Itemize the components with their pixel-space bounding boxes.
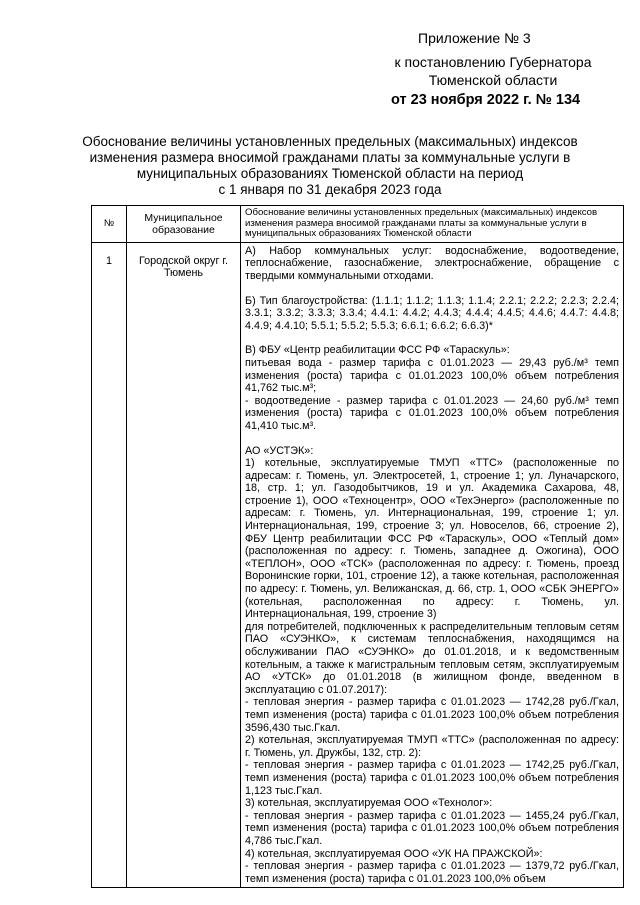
paragraph: питьевая вода - размер тарифа с 01.01.2023 — 29,43 руб./м³ темп изменения (роста) тарифа с 01.01.2023 100,0% объем потребления 41,762 тыс.м³; xyxy=(245,356,619,395)
decree-date-number: от 23 ноября 2022 г. № 134 xyxy=(391,92,581,108)
row-num: 1 xyxy=(92,242,127,888)
paragraph: - тепловая энергия - размер тарифа с 01.01.2023 — 1455,24 руб./Гкал, темп изменения (роста) тарифа с 01.01.2023 100,0% объем потребления 4,786 тыс.Гкал. xyxy=(245,809,619,847)
paragraph: А) Набор коммунальных услуг: водоснабжение, водоотведение, теплоснабжение, газоснабжение, электроснабжение, обращение с твердыми коммунальными отходами. xyxy=(245,244,619,282)
paragraph: Б) Тип благоустройства: (1.1.1; 1.1.2; 1.1.3; 1.1.4; 2.2.1; 2.2.2; 2.2.3; 2.2.4; 3.3.1; 3.3.2; 3.3.3; 3.3.4; 4.4.1: 4.4.2; 4.4.3; 4.4.4; 4.4.5; 4.4.6; 4.4.7: 4.4.8; 4.4.9; 4.4.10; 5.5.1; 5.5.2; 5.5.3; 6.6.1; 6.6.2; 6.6.3)* xyxy=(245,294,619,332)
header-num: № xyxy=(92,206,127,243)
header-justification: Обоснование величины установленных предельных (максимальных) индексов изменения размера вносимой гражданами платы за коммунальные услуги в муниципальных образованиях Тюменской области xyxy=(241,206,624,243)
paragraph: - тепловая энергия - размер тарифа с 01.01.2023 — 1742,28 руб./Гкал, темп изменения (роста) тарифа с 01.01.2023 100,0% объем потребления 3596,430 тыс.Гкал. xyxy=(245,696,619,734)
decree-line-2: Тюменской области xyxy=(428,72,558,88)
header-municipality: Муниципальное образование xyxy=(127,206,241,243)
decree-reference xyxy=(383,53,603,89)
appendix-label: Приложение № 3 xyxy=(418,30,531,46)
paragraph: - тепловая энергия - размер тарифа с 01.01.2023 — 1742,25 руб./Гкал, темп изменения (роста) тарифа с 01.01.2023 100,0% объем потребления 1,123 тыс.Гкал. xyxy=(245,759,619,797)
paragraph: АО «УСТЭК»: xyxy=(245,444,314,457)
paragraph-gap xyxy=(245,433,619,445)
paragraph: - тепловая энергия - размер тарифа с 01.01.2023 — 1379,72 руб./Гкал, темп изменения (роста) тарифа с 01.01.2023 100,0% объем xyxy=(245,860,619,885)
decree-line-1: к постановлению Губернатора xyxy=(394,54,592,70)
title-line-4: с 1 января по 31 декабря 2023 года xyxy=(218,182,442,197)
title-line-1: Обоснование величины установленных предельных (максимальных) индексов xyxy=(82,134,578,149)
table-header-row xyxy=(92,206,624,243)
paragraph: - водоотведение - размер тарифа с 01.01.2023 — 24,60 руб./м³ темп изменения (роста) тарифа с 01.01.2023 100,0% объем потребления 41,410 тыс.м³. xyxy=(245,394,619,432)
justification-table xyxy=(91,205,624,888)
paragraph: 1) котельные, эксплуатируемые ТМУП «ТТС» (расположенные по адресам: г. Тюмень, ул. Электросетей, 1, строение 1; ул. Луначарского, 18, стр. 1; ул. Газодобытчиков, 19 и ул. Академика Сахарова, 48, строение 1), ООО «Техноцентр», ООО «ТехЭнерго» (расположенные по адресам: г. Тюмень, ул. Интернациональная, 199, строение 1; ул. Интернациональная, 199, строение 3; ул. Новоселов, 66, строение 2), ФБУ Центр реабилитации ФСС РФ «Тараскуль», ООО «Теплый дом» (расположенная по адресу: г. Тюмень, западнее д. Ожогина), ООО «ТЕПЛОН», ООО «ТСК» (расположенная по адресу: г. Тюмень, проезд Воронинские горки, 101, строение 12), а также котельная, расположенная по адресу: г. Тюмень, ул. Велижанская, д. 66, стр. 1, ООО «СБК ЭНЕРГО» (котельная, расположенная по адресу: г. Тюмень, ул. Интернациональная, 199, строение 3) xyxy=(245,457,619,621)
paragraph: 3) котельная, эксплуатируемая ООО «Технолог»: xyxy=(245,797,493,810)
title-line-3: муниципальных образованиях Тюменской области на период xyxy=(136,166,524,181)
row-municipality: Городской округ г. Тюмень xyxy=(127,242,241,888)
title-line-2: изменения размера вносимой гражданами платы за коммунальные услуги в xyxy=(89,150,571,165)
row-justification xyxy=(241,242,624,888)
table-row xyxy=(92,242,624,888)
paragraph: 4) котельная, эксплуатируемая ООО «УК НА ПРАЖСКОЙ»: xyxy=(245,847,543,860)
paragraph: 2) котельная, эксплуатируемая ТМУП «ТТС» (расположенная по адресу: г. Тюмень, ул. Дружбы, 132, стр. 2): xyxy=(245,734,619,759)
paragraph-gap xyxy=(245,332,619,344)
paragraph-gap xyxy=(245,283,619,295)
paragraph: для потребителей, подключенных к распределительным тепловым сетям ПАО «СУЭНКО», к системам теплоснабжения, находящимся на обслуживании ПАО «СУЭНКО» до 01.01.2018, и к ведомственным котельным, а также к магистральным тепловым сетям, эксплуатируемым АО «УТСК» до 01.01.2018 (в жилищном фонде, введенном в эксплуатацию с 01.07.2017): xyxy=(245,620,619,696)
paragraph: В) ФБУ «Центр реабилитации ФСС РФ «Тараскуль»: xyxy=(245,344,510,357)
document-title xyxy=(60,134,600,198)
